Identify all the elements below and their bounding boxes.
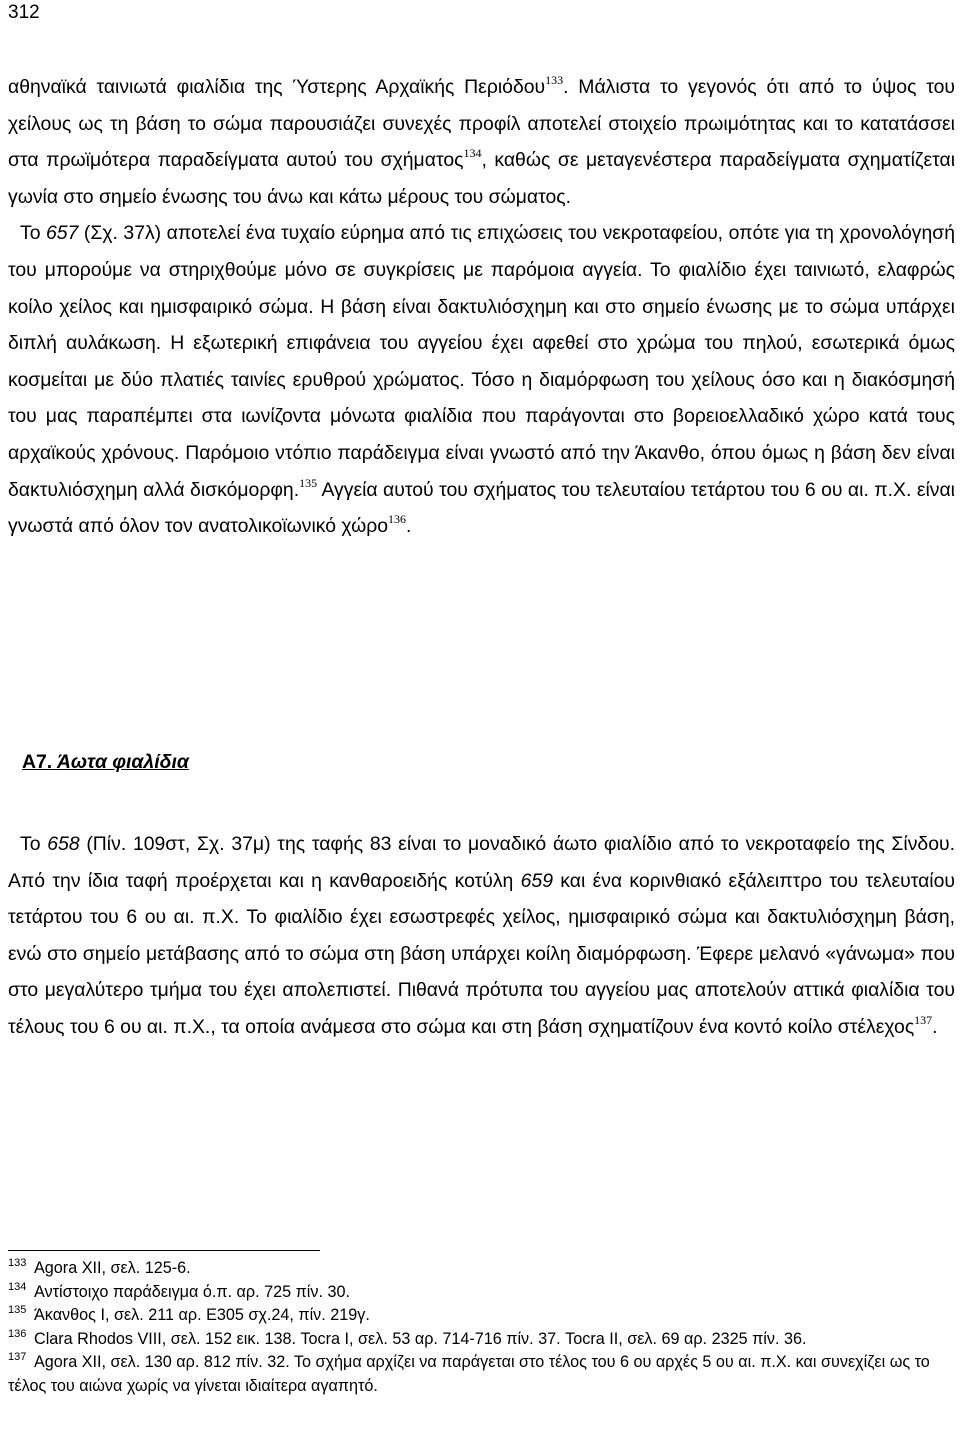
catalogue-number: 659 bbox=[520, 869, 553, 892]
footnote-137 bbox=[8, 1352, 955, 1397]
footnote-separator bbox=[8, 1250, 320, 1251]
paragraph-3-text: και ένα κορινθιακό εξάλειπτρο του τελευταίου τετάρτου του 6 ου αι. π.Χ. Το φιαλίδιο έχει εσωστρεφές χείλος, ημισφαιρικό σώμα και δακτυλιόσχημη βάση, ενώ στο σημείο μετάβασης από το σώμα στη βάση υπάρχει κοίλη διαμόρφωση. Έφερε μελανό «γάνωμα» που στο μεγαλύτερο τμήμα του έχει απολεπιστεί. Πιθανά πρότυπα του αγγείου μας αποτελούν αττικά φιαλίδια του τέλους του 6 ου αι. π.Χ., τα οποία ανάμεσα στο σώμα και στη βάση σχηματίζουν ένα κοντό κοίλο στέλεχος bbox=[8, 869, 955, 1038]
footnote-133 bbox=[8, 1258, 955, 1282]
footnote-text: Αντίστοιχο παράδειγμα ό.π. αρ. 725 πίν. 30. bbox=[34, 1282, 350, 1301]
paragraph-1-text: , καθώς σε μεταγενέστερα παραδείγματα σχηματίζεται γωνία στο σημείο ένωσης του άνω και κάτω μέρους του σώματος. bbox=[8, 149, 956, 208]
section-title: Άωτα φιαλίδια bbox=[56, 751, 189, 773]
catalogue-number: 657 bbox=[46, 222, 79, 245]
footnote-ref-136: 136 bbox=[388, 512, 407, 527]
footnotes bbox=[8, 1258, 955, 1397]
footnote-text: Agora XII, σελ. 130 αρ. 812 πίν. 32. Το σχήμα αρχίζει να παράγεται στο τέλος του 6 ου αρχές 5 ου αι. π.Χ. και συνεχίζει ως το τέλος του αιώνα χωρίς να γίνεται ιδιαίτερα αγαπητό. bbox=[8, 1353, 930, 1395]
footnote-ref-135: 135 bbox=[299, 475, 318, 490]
section-code: Α7. bbox=[22, 751, 53, 773]
footnote-text: Agora XII, σελ. 125-6. bbox=[34, 1259, 191, 1277]
paragraph-1 bbox=[8, 69, 955, 215]
footnote-ref-133: 133 bbox=[545, 73, 564, 87]
paragraph-3-text: (Πίν. 109στ, Σχ. 37μ) της ταφής 83 είναι το μοναδικό άωτο φιαλίδιο από το νεκροταφείο της Σίνδου. Από την ίδια ταφή προέρχεται και η κανθαροειδής κοτύλη bbox=[8, 833, 955, 892]
footnote-number: 135 bbox=[8, 1304, 27, 1316]
footnote-number: 136 bbox=[8, 1327, 27, 1340]
paragraph-2-text: Αγγεία αυτού του σχήματος του τελευταίου τετάρτου του 6 ου αι. π.Χ. είναι γνωστά από όλον τον ανατολικοϊωνικό χώρο bbox=[8, 478, 955, 538]
footnote-ref-134: 134 bbox=[463, 146, 482, 161]
paragraph-3-text: . bbox=[932, 1015, 938, 1038]
paragraph-2 bbox=[8, 215, 955, 544]
footnote-number: 133 bbox=[8, 1257, 27, 1269]
page-number: 312 bbox=[8, 2, 40, 23]
footnote-135 bbox=[8, 1305, 955, 1329]
footnote-ref-137: 137 bbox=[914, 1012, 933, 1027]
paragraph-3 bbox=[8, 826, 955, 1046]
body-text-upper bbox=[8, 69, 955, 545]
paragraph-1-text: αθηναϊκά ταινιωτά φιαλίδια της Ύστερης Αρχαϊκής Περιόδου bbox=[8, 76, 546, 98]
footnote-text: Clara Rhodos VIII, σελ. 152 εικ. 138. Tocra I, σελ. 53 αρ. 714-716 πίν. 37. Tocra II, σελ. 69 αρ. 2325 πίν. 36. bbox=[34, 1329, 807, 1348]
body-text-lower bbox=[8, 826, 955, 1046]
paragraph-1-text: . Μάλιστα το γεγονός ότι από το ύψος του χείλους ως τη βάση το σώμα παρουσιάζει συνεχές προφίλ αποτελεί στοιχείο πρωιμότητας και το κατατάσσει στα πρωϊμότερα παραδείγματα αυτού του σχήματος bbox=[8, 76, 955, 172]
catalogue-number: 658 bbox=[47, 833, 80, 855]
footnote-136 bbox=[8, 1329, 955, 1353]
paragraph-2-text: (Σχ. 37λ) αποτελεί ένα τυχαίο εύρημα από τις επιχώσεις του νεκροταφείου, οπότε για τη χρονολόγησή του μπορούμε να στηριχθούμε μόνο σε συγκρίσεις με παρόμοια αγγεία. Το φιαλίδιο έχει ταινιωτό, ελαφρώς κοίλο χείλος και ημισφαιρικό σώμα. Η βάση είναι δακτυλιόσχημη και στο σημείο ένωσης με το σώμα υπάρχει διπλή αυλάκωση. Η εξωτερική επιφάνεια του αγγείου έχει αφεθεί στο χρώμα του πηλού, εσωτερικά όμως κοσμείται με δύο πλατιές ταινίες ερυθρού χρώματος. Τόσο η διαμόρφωση του χείλους όσο και η διακόσμησή του μας παραπέμπει στα ιωνίζοντα μόνωτα φιαλίδια που παράγονται στο βορειοελλαδικό χώρο κατά τους αρχαϊκούς χρόνους. Παρόμοιο ντόπιο παράδειγμα είναι γνωστό από την Άκανθο, όπου όμως η βάση δεν είναι δακτυλιόσχημη αλλά δισκόμορφη. bbox=[8, 222, 955, 501]
paragraph-2-text: . bbox=[406, 515, 412, 538]
footnote-number: 134 bbox=[8, 1280, 27, 1293]
paragraph-3-text: Το bbox=[20, 833, 48, 855]
footnote-number: 137 bbox=[8, 1351, 27, 1363]
section-heading bbox=[22, 751, 189, 774]
footnote-text: Άκανθος Ι, σελ. 211 αρ. Ε305 σχ.24, πίν. 219γ. bbox=[34, 1306, 370, 1324]
footnote-134 bbox=[8, 1282, 955, 1306]
paragraph-2-text: Το bbox=[20, 222, 47, 245]
